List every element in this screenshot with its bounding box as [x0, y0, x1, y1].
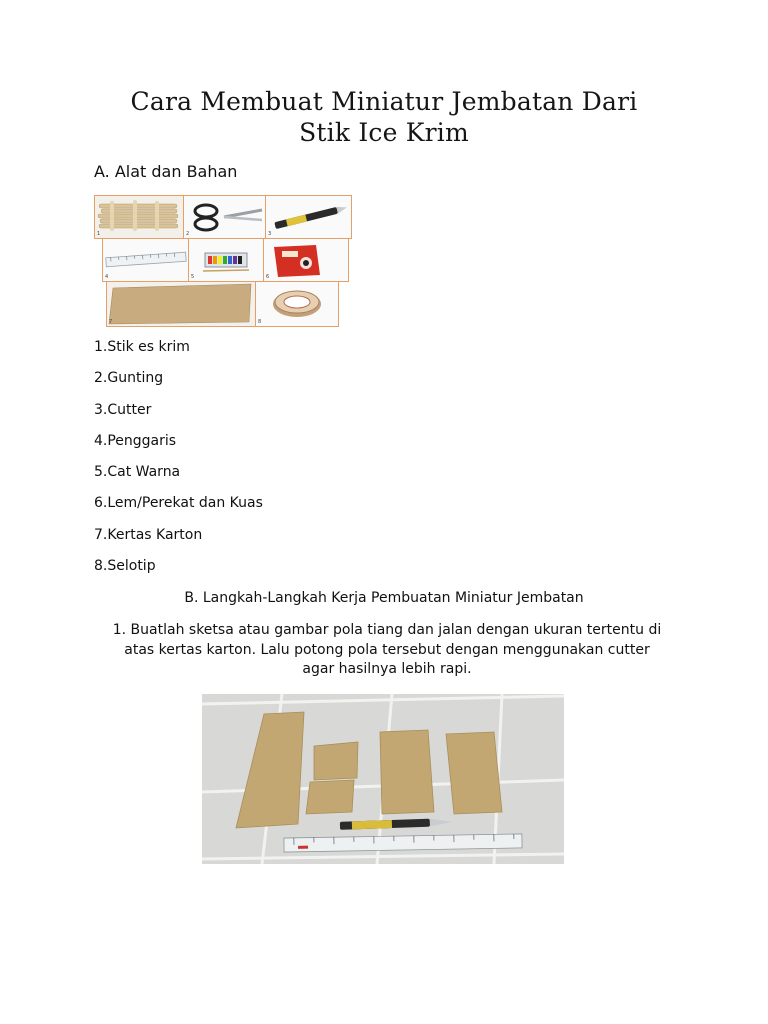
cutter-icon [265, 195, 352, 239]
ruler-icon [102, 238, 190, 282]
section-a-heading: A. Alat dan Bahan [94, 162, 238, 181]
list-item: 4.Penggaris [94, 432, 177, 449]
list-item: 3.Cutter [94, 401, 152, 418]
photo-number: 1 [97, 231, 101, 237]
photo-number: 5 [191, 274, 195, 280]
photo-number: 2 [186, 231, 190, 237]
page-title [0, 86, 768, 148]
photo-number: 3 [268, 231, 272, 237]
materials-list [94, 338, 263, 588]
cardboard-icon [106, 281, 256, 327]
list-item: 5.Cat Warna [94, 464, 181, 481]
paint-set-icon [188, 238, 265, 282]
scissors-icon [183, 195, 267, 239]
list-item: 8.Selotip [94, 558, 156, 575]
list-item: 2.Gunting [94, 370, 164, 387]
list-item: 6.Lem/Perekat dan Kuas [94, 495, 263, 512]
step-1-paragraph [94, 621, 680, 680]
title-line-2: Stik Ice Krim [299, 118, 469, 147]
step-line: atas kertas karton. Lalu potong pola tersebut dengan menggunakan cutter [124, 641, 650, 658]
glue-icon [263, 238, 349, 282]
popsicle-sticks-icon [94, 195, 185, 239]
photo-number: 7 [109, 319, 113, 325]
section-b-heading: B. Langkah-Langkah Kerja Pembuatan Miniatur Jembatan [184, 590, 584, 606]
cardboard-cutouts-photo-icon [202, 694, 564, 864]
photo-number: 4 [105, 274, 109, 280]
step-line: agar hasilnya lebih rapi. [302, 661, 472, 677]
photo-number: 6 [266, 274, 270, 280]
list-item: 1.Stik es krim [94, 339, 190, 355]
list-item: 7.Kertas Karton [94, 526, 203, 543]
tools-photo-grid [94, 195, 354, 327]
step-line: 1. Buatlah sketsa atau gambar pola tiang dan jalan dengan ukuran tertentu di [112, 622, 662, 638]
title-line-1: Cara Membuat Miniatur Jembatan Dari [130, 87, 638, 116]
photo-number: 8 [258, 319, 262, 325]
tape-icon [255, 281, 339, 327]
